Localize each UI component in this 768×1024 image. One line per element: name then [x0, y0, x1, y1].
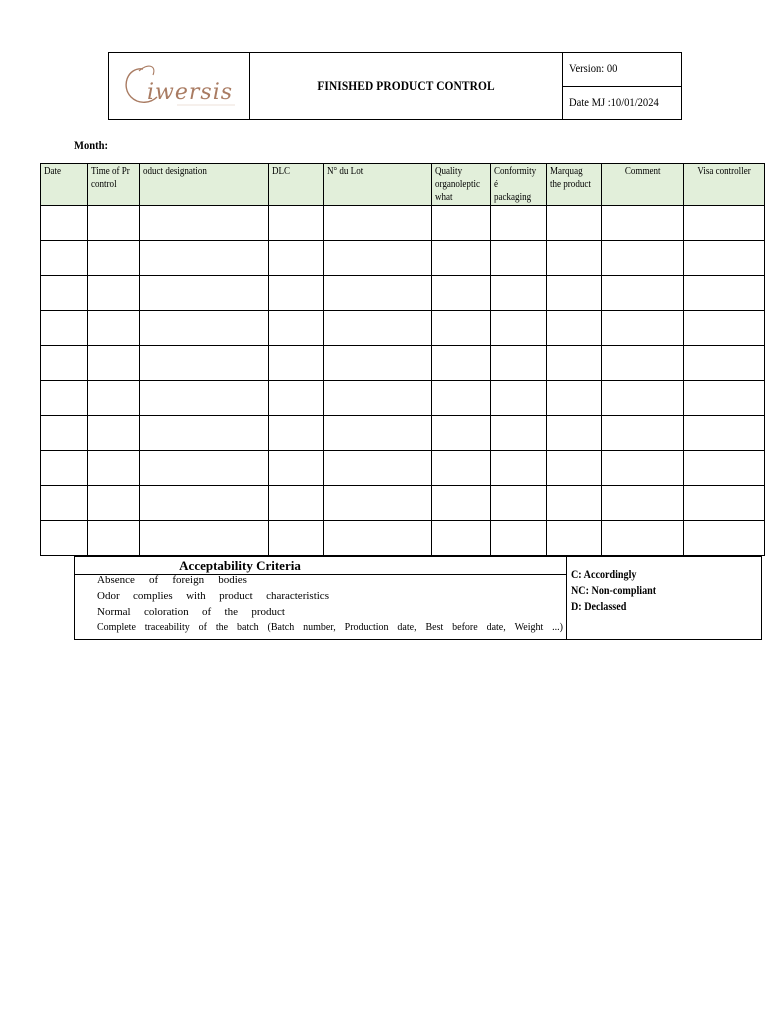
- criteria-title: Acceptability Criteria: [179, 558, 301, 573]
- table-cell[interactable]: [432, 311, 491, 346]
- table-cell[interactable]: [491, 346, 547, 381]
- divider: [562, 86, 681, 87]
- criteria-item-text: Complete traceability of the batch (Batch number, Production date, Best before date, Weight ...): [97, 622, 563, 633]
- table-cell[interactable]: [547, 206, 602, 241]
- table-cell[interactable]: [41, 241, 88, 276]
- table-cell[interactable]: [88, 416, 140, 451]
- table-cell[interactable]: [269, 416, 324, 451]
- table-cell[interactable]: [88, 486, 140, 521]
- table-cell[interactable]: [140, 451, 269, 486]
- table-cell[interactable]: [547, 521, 602, 556]
- table-cell[interactable]: [683, 451, 764, 486]
- table-cell[interactable]: [324, 381, 432, 416]
- table-cell[interactable]: [683, 486, 764, 521]
- table-cell[interactable]: [140, 521, 269, 556]
- table-cell[interactable]: [269, 486, 324, 521]
- criteria-item: [97, 606, 285, 618]
- legend-non-compliant: NC: Non-compliant: [571, 585, 657, 597]
- table-cell[interactable]: [491, 521, 547, 556]
- table-body: [41, 206, 765, 556]
- table-cell[interactable]: [88, 276, 140, 311]
- table-cell[interactable]: [491, 486, 547, 521]
- column-header-dlc: DLC: [269, 164, 324, 206]
- table-cell[interactable]: [601, 486, 683, 521]
- table-cell[interactable]: [683, 416, 764, 451]
- control-table: [40, 163, 765, 556]
- table-cell[interactable]: [601, 241, 683, 276]
- criteria-item: [97, 590, 329, 602]
- divider: [566, 557, 567, 639]
- date-label: Date MJ :10/01/2024: [569, 95, 659, 109]
- column-header-lot-number: N° du Lot: [324, 164, 432, 206]
- table-row: [41, 416, 765, 451]
- table-cell[interactable]: [432, 416, 491, 451]
- table-cell[interactable]: [41, 381, 88, 416]
- table-cell[interactable]: [547, 486, 602, 521]
- table-cell[interactable]: [683, 346, 764, 381]
- table-cell[interactable]: [432, 451, 491, 486]
- criteria-item: [97, 622, 563, 633]
- table-cell[interactable]: [683, 381, 764, 416]
- logo-graphic: [117, 57, 241, 115]
- table-row: [41, 241, 765, 276]
- column-header-conformity-packaging: Conformity é packaging: [491, 164, 547, 206]
- table-cell[interactable]: [683, 241, 764, 276]
- table-cell[interactable]: [88, 451, 140, 486]
- table-cell[interactable]: [41, 346, 88, 381]
- criteria-item-text: Odor complies with product characteristics: [97, 590, 329, 602]
- table-cell[interactable]: [140, 311, 269, 346]
- table-cell[interactable]: [41, 521, 88, 556]
- table-row: [41, 346, 765, 381]
- table-cell[interactable]: [601, 381, 683, 416]
- table-row: [41, 276, 765, 311]
- criteria-item-text: Absence of foreign bodies: [97, 574, 247, 586]
- table-cell[interactable]: [269, 381, 324, 416]
- table-cell[interactable]: [269, 521, 324, 556]
- table-cell[interactable]: [88, 381, 140, 416]
- table-cell[interactable]: [324, 206, 432, 241]
- table-cell[interactable]: [491, 381, 547, 416]
- table-cell[interactable]: [432, 521, 491, 556]
- table-cell[interactable]: [324, 521, 432, 556]
- company-logo: [117, 57, 241, 115]
- table-cell[interactable]: [683, 206, 764, 241]
- table-cell[interactable]: [269, 206, 324, 241]
- legend-compliant: C: Accordingly: [571, 569, 637, 581]
- divider: [249, 53, 250, 119]
- table-cell[interactable]: [601, 416, 683, 451]
- table-cell[interactable]: [140, 276, 269, 311]
- table-cell[interactable]: [683, 311, 764, 346]
- table-cell[interactable]: [432, 346, 491, 381]
- table-cell[interactable]: [269, 241, 324, 276]
- table-cell[interactable]: [324, 241, 432, 276]
- table-cell[interactable]: [547, 381, 602, 416]
- table-cell[interactable]: [491, 276, 547, 311]
- criteria-item: [97, 574, 247, 586]
- criteria-item-text: Normal coloration of the product: [97, 606, 285, 618]
- table-cell[interactable]: [432, 276, 491, 311]
- table-cell[interactable]: [88, 521, 140, 556]
- table-cell[interactable]: [432, 206, 491, 241]
- table-row: [41, 521, 765, 556]
- legend-declassed: D: Declassed: [571, 601, 627, 613]
- table-cell[interactable]: [41, 311, 88, 346]
- table-cell[interactable]: [269, 346, 324, 381]
- table-cell[interactable]: [88, 311, 140, 346]
- table-row: [41, 381, 765, 416]
- table-cell[interactable]: [601, 451, 683, 486]
- table-cell[interactable]: [269, 311, 324, 346]
- table-row: [41, 311, 765, 346]
- table-cell[interactable]: [683, 521, 764, 556]
- column-header-quality-organoleptic: Quality organoleptic what: [432, 164, 491, 206]
- document-title: FINISHED PRODUCT CONTROL: [317, 78, 495, 93]
- table-cell[interactable]: [140, 381, 269, 416]
- table-cell[interactable]: [601, 521, 683, 556]
- table-cell[interactable]: [88, 346, 140, 381]
- table-cell[interactable]: [269, 451, 324, 486]
- table-cell[interactable]: [269, 276, 324, 311]
- table-row: [41, 206, 765, 241]
- table-cell[interactable]: [41, 206, 88, 241]
- table-cell[interactable]: [41, 486, 88, 521]
- table-cell[interactable]: [88, 241, 140, 276]
- table-cell[interactable]: [547, 276, 602, 311]
- acceptability-criteria-box: [74, 556, 762, 640]
- table-cell[interactable]: [547, 311, 602, 346]
- table-cell[interactable]: [601, 276, 683, 311]
- table-cell[interactable]: [41, 416, 88, 451]
- svg-text:iwersis: iwersis: [147, 80, 234, 105]
- column-header-date: Date: [41, 164, 88, 206]
- table-cell[interactable]: [324, 346, 432, 381]
- version-label: Version: 00: [569, 61, 618, 75]
- column-header-marquag: Marquag the product: [547, 164, 602, 206]
- table-cell[interactable]: [140, 206, 269, 241]
- table-cell[interactable]: [41, 451, 88, 486]
- table-cell[interactable]: [41, 276, 88, 311]
- table-cell[interactable]: [491, 206, 547, 241]
- table-cell[interactable]: [324, 451, 432, 486]
- table-cell[interactable]: [547, 451, 602, 486]
- table-cell[interactable]: [140, 241, 269, 276]
- table-cell[interactable]: [491, 451, 547, 486]
- table-cell[interactable]: [547, 346, 602, 381]
- table-cell[interactable]: [601, 206, 683, 241]
- table-cell[interactable]: [683, 276, 764, 311]
- table-cell[interactable]: [324, 416, 432, 451]
- table-cell[interactable]: [491, 311, 547, 346]
- column-header-visa-controller: Visa controller: [683, 164, 764, 206]
- table-row: [41, 486, 765, 521]
- month-label: Month:: [74, 138, 109, 152]
- table-cell[interactable]: [491, 241, 547, 276]
- table-cell[interactable]: [601, 311, 683, 346]
- table-cell[interactable]: [601, 346, 683, 381]
- table-cell[interactable]: [324, 311, 432, 346]
- table-cell[interactable]: [324, 486, 432, 521]
- table-cell[interactable]: [140, 416, 269, 451]
- column-header-time-of-control: Time of Pr control: [88, 164, 140, 206]
- table-cell[interactable]: [140, 346, 269, 381]
- table-cell[interactable]: [88, 206, 140, 241]
- table-row: [41, 451, 765, 486]
- table-cell[interactable]: [432, 381, 491, 416]
- table-cell[interactable]: [432, 486, 491, 521]
- table-header-row: [41, 164, 765, 206]
- table-cell[interactable]: [547, 241, 602, 276]
- column-header-comment: Comment: [601, 164, 683, 206]
- document-header: [108, 52, 682, 120]
- table-cell[interactable]: [547, 416, 602, 451]
- table-cell[interactable]: [491, 416, 547, 451]
- table-cell[interactable]: [324, 276, 432, 311]
- column-header-product-designation: oduct designation: [140, 164, 269, 206]
- table-cell[interactable]: [140, 486, 269, 521]
- table-cell[interactable]: [432, 241, 491, 276]
